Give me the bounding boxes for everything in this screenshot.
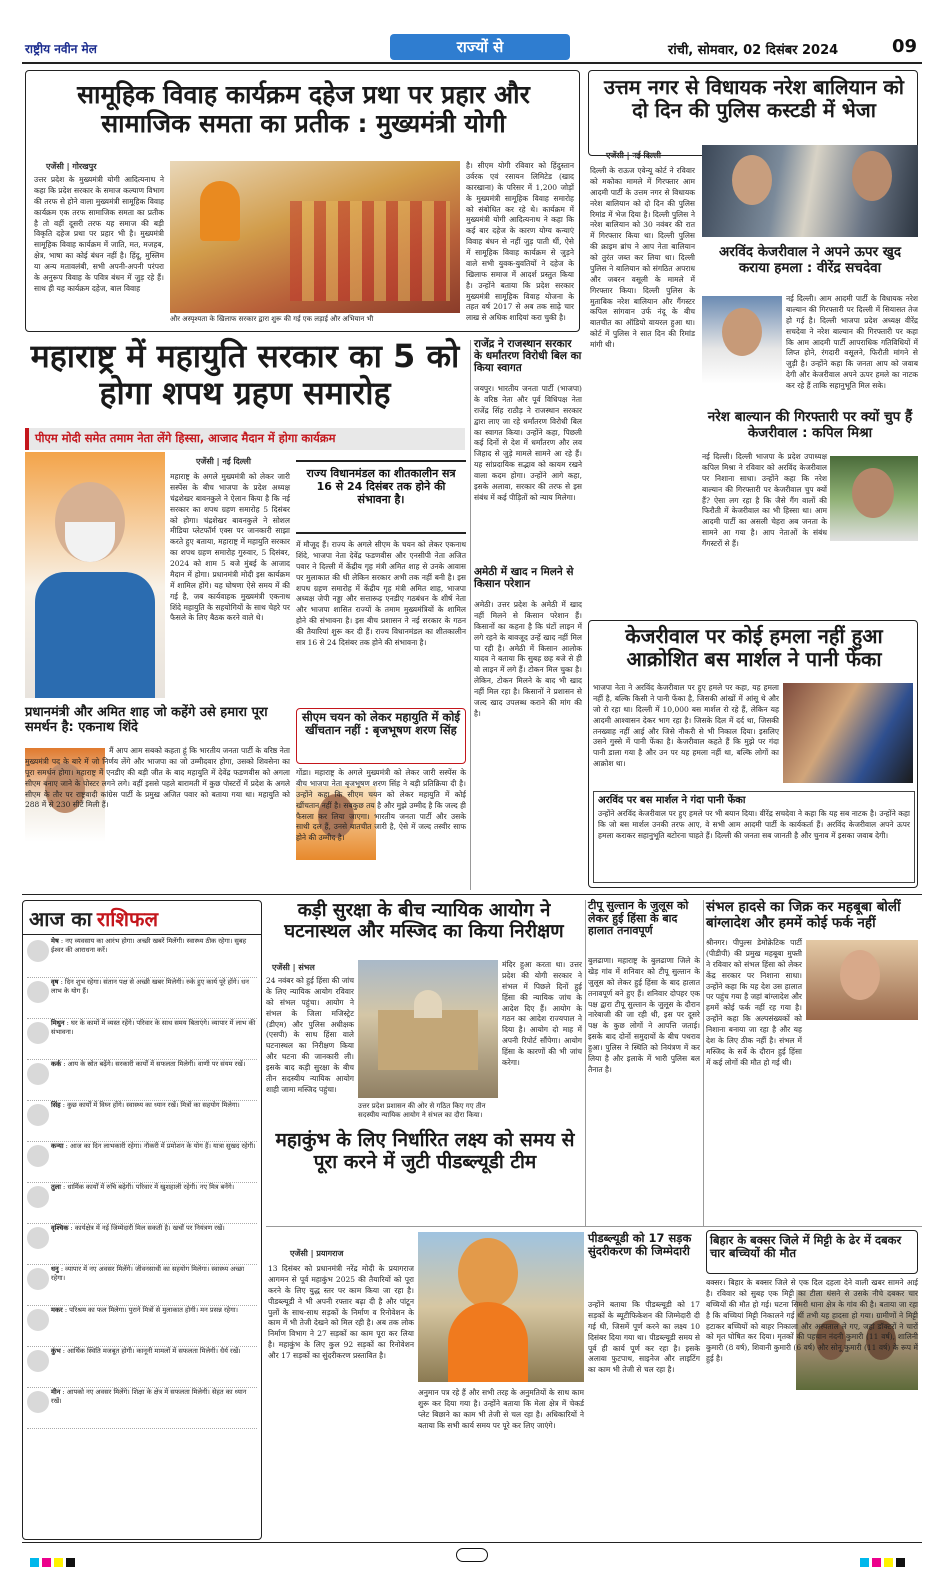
bihar-body: बक्सर। बिहार के बक्सर जिले से एक दिल दहला देने वाली खबर सामने आई है। रविवार को सुबह एक मिट्टी का टीला धंसने से उसके नीचे दबकर चार बच्चियों की मौत हो गई। घटना सिमरी थाना क्षेत्र के गांव की है। बताया जा रहा है कि बच्चियां मिट्टी निकालने गई थीं तभी यह हादसा हो गया। ग्रामीणों ने मिट्टी हटाकर बच्चियों को बाहर निकाला और अस्पताल ले गए, जहां डॉक्टरों ने चारों को मृत घोषित कर दिया। मृतकों की पहचान नंदनी कुमारी (11 वर्ष), शालिनी कुमारी (8 वर्ष), शिवानी कुमारी (6 वर्ष) और सोनू कुमारी (11 वर्ष) के रूप में हुई है। [706, 1278, 918, 1364]
sambhal-col2: मंदिर हुआ करता था। उत्तर प्रदेश की योगी सरकार ने संभल में पिछले दिनों हुई हिंसा की न्यायिक जांच के आदेश दिए हैं। आयोग के गठन का आदेश राज्यपाल ने दिया है। आयोग दो माह में अपनी रिपोर्ट सौंपेगा। आयोग हिंसा के कारणों की भी जांच करेगा। [502, 960, 582, 1067]
maha-pullquote [296, 460, 466, 534]
naresh-body: दिल्ली के राऊज एवेन्यू कोर्ट ने रविवार को मकोका मामले में गिरफ्तार आम आदमी पार्टी के उत्तम नगर से विधायक नरेश बालियान को दो दिन की पुलिस रिमांड में भेज दिया है। दिल्ली पुलिस ने नरेश बालियान को 30 नवंबर की रात में गिरफ्तार किया था। दिल्ली पुलिस की क्राइम ब्रांच ने आप नेता बालियान को तुरंत जब्त कर लिया था। दिल्ली पुलिस ने बालियान को संगठित अपराध और जबरन वसूली के मामले में गिरफ्तार किया। दिल्ली पुलिस के मुताबिक नरेश बालियान और गैंगस्टर कपिल सांगवान उर्फ नंदू के बीच बातचीत का ऑडियो वायरल हुआ था। कोर्ट में पुलिस ने सात दिन की रिमांड मांगी थी। [590, 166, 695, 349]
section-tab: राज्यों से [390, 34, 570, 60]
kejri-bus-photo [783, 683, 913, 783]
rashi-text: नए व्यवसाय का आरंभ होगा। अच्छी खबरें मिलेंगी। स्वास्थ्य ठीक रहेगा। सुबह ईश्वर की आराधना करें। [51, 937, 247, 954]
kumbh-headline: महाकुंभ के लिए निर्धारित लक्ष्य को समय से पूरा करने में जुटी पीडब्ल्यूडी टीम [275, 1129, 575, 1173]
rashifal-row [27, 1388, 257, 1429]
zodiac-icon [27, 1145, 49, 1167]
kejri-attack-body: नई दिल्ली। आम आदमी पार्टी के विधायक नरेश बाल्यान की गिरफ्तारी पर दिल्ली में सियासत तेज हो गई है। दिल्ली भाजपा प्रदेश अध्यक्ष वीरेंद्र सचदेवा ने नरेश बाल्यान की गिरफ्तारी पर कहा कि आम आदमी पार्टी आपराधिक गतिविधियों में लिप्त होने, रंगदारी वसूलने, फिरौती मांगने से जुड़ी है। उन्होंने कहा कि जनता आप को जवाब देगी और केजरीवाल अपने ऊपर हमले का नाटक कर रहे हैं ताकि सहानुभूति मिल सके। [786, 294, 918, 390]
shinde-headline: प्रधानमंत्री और अमित शाह जो कहेंगे उसे हमारा पूरा समर्थन है: एकनाथ शिंदे [25, 705, 268, 735]
zodiac-icon [27, 940, 49, 962]
zodiac-icon [27, 1063, 49, 1085]
sambhal-headline: कड़ी सुरक्षा के बीच न्यायिक आयोग ने घटनास्थल और मस्जिद का किया निरीक्षण [284, 900, 564, 943]
zodiac-icon [27, 1104, 49, 1126]
yogi-headline: सामूहिक विवाह कार्यक्रम दहेज प्रथा पर प्रहार और सामाजिक समता का प्रतीक : मुख्यमंत्री योगी [77, 80, 530, 138]
shinde-body: मैं आप आम सबको कहता हूं कि भारतीय जनता पार्टी के वरिष्ठ नेता मुख्यमंत्री पद के बारे में जो निर्णय लेंगे और भाजपा का जो उम्मीदवार होगा, उसको शिवसेना का पूरा समर्थन होगा। महाराष्ट्र में एनडीए की बड़ी जीत के बाद महायुति में देवेंद्र फडणवीस को अगला सीएम बनाए जाने के पोस्टर लगने लगे। वहीं इससे पहले बारामती में कुछ पोस्टरों में प्रदेश के अगले सीएम के तौर पर राष्ट्रवादी कांग्रेस पार्टी के प्रमुख अजित पवार को बताया गया था। महायुति को 288 में से 230 सीटें मिली हैं। [25, 746, 290, 810]
rashifal-entry: तुला : धार्मिक कार्यों में रुचि बढ़ेगी। परिवार में खुशहाली रहेगी। नए मित्र बनेंगे। [51, 1183, 235, 1191]
rashifal-entry: धनु : व्यापार में नए अवसर मिलेंगे। जीवनसाथी का सहयोग मिलेगा। स्वास्थ्य अच्छा रहेगा। [51, 1265, 245, 1282]
rashifal-entry: वृश्चिक : कार्यक्षेत्र में नई जिम्मेदारी मिल सकती है। खर्चों पर नियंत्रण रखें। [51, 1224, 225, 1232]
rashi-name: वृश्चिक [51, 1224, 69, 1232]
rashi-text: व्यापार में नए अवसर मिलेंगे। जीवनसाथी का सहयोग मिलेगा। स्वास्थ्य अच्छा रहेगा। [51, 1265, 245, 1282]
zodiac-icon [27, 1268, 49, 1290]
rashifal-row [27, 1347, 257, 1388]
rashi-name: कुंभ [51, 1347, 61, 1355]
zodiac-icon [27, 1022, 49, 1044]
bihar-headline: बिहार के बक्सर जिले में मिट्टी के ढेर में दबकर चार बच्चियों की मौत [710, 1233, 902, 1261]
mehbooba-body-cont [706, 1050, 918, 1222]
rashi-name: सिंह [51, 1101, 61, 1109]
brij-headline: सीएम चयन को लेकर महायुति में कोई खींचतान नहीं : बृजभूषण शरण सिंह [301, 710, 460, 738]
maha-subhead [25, 428, 465, 450]
bihar-headline-box [706, 1230, 918, 1274]
rashi-text: परिश्रम का फल मिलेगा। पुराने मित्रों से मुलाकात होगी। मन प्रसन्न रहेगा। [69, 1306, 239, 1314]
rashi-name: कन्या [51, 1142, 64, 1150]
naresh-photo [702, 145, 918, 237]
maha-col2: में मौजूद हैं। राज्य के अगले सीएम के चयन को लेकर एकनाथ शिंदे, भाजपा नेता देवेंद्र फडणवीस और एनसीपी नेता अजित पवार ने दिल्ली में केंद्रीय गृह मंत्री अमित शाह से उनके आवास पर मुलाकात की थी लेकिन सरकार अभी तक नहीं बनी है। इस शपथ ग्रहण समारोह में केंद्रीय गृह मंत्री अमित शाह, भाजपा अध्यक्ष जेपी नड्डा और सत्तारूढ़ एनडीए गठबंधन के शीर्ष नेता और भाजपा शासित राज्यों के तमाम मुख्यमंत्रियों के शामिल होने की संभावना है। इस बीच प्रशासन ने नई सरकार के गठन की तैयारियां शुरू कर दी हैं। राज्य विधानमंडल का शीतकालीन सत्र 16 से 24 दिसंबर तक होने की संभावना है। [296, 540, 466, 647]
brij-body: गोंडा। महाराष्ट्र के अगले मुख्यमंत्री को लेकर जारी सस्पेंस के बीच भाजपा नेता बृजभूषण शरण सिंह ने बड़ी प्रतिक्रिया दी है। उन्होंने कहा कि सीएम चयन को लेकर महायुति में कोई खींचतान नहीं है। सबकुछ तय है और मुझे उम्मीद है कि जल्द ही फैसला कर लिया जाएगा। भारतीय जनता पार्टी और उसके साथी दल हैं, उनसे बातचीत जारी है, ऐसे में जल्द तस्वीर साफ होने की उम्मीद है। [296, 768, 466, 843]
rashifal-title-a: आज का [29, 907, 92, 931]
mehbooba-headline: संभल हादसे का जिक्र कर महबूबा बोलीं बांग्लादेश और हममें कोई फर्क नहीं [706, 899, 901, 931]
box-headline: अरविंद पर बस मार्शल ने गंदा पानी फेंका [598, 795, 746, 806]
kumbh-photo [418, 1232, 584, 1382]
kapil-headline: नरेश बाल्यान की गिरफ्तारी पर क्यों चुप हैं केजरीवाल : कपिल मिश्रा [707, 409, 913, 441]
rashi-name: मकर [51, 1306, 63, 1314]
zodiac-icon [27, 1391, 49, 1413]
rashi-list [23, 935, 261, 1431]
tipu-headline: टीपू सुल्तान के जुलूस को लेकर हुई हिंसा के बाद हालात तनावपूर्ण [588, 899, 689, 938]
rashifal-row [27, 978, 257, 1019]
pwd-headline: पीडब्ल्यूडी को 17 सड़क सुंदरीकरण की जिम्मेदारी [588, 1231, 692, 1259]
byline: एजेंसी | प्रयागराज [290, 1249, 344, 1258]
masthead: राष्ट्रीय नवीन मेल [25, 42, 97, 56]
rashifal-row [27, 1060, 257, 1101]
amethi-body: अमेठी। उत्तर प्रदेश के अमेठी में खाद नहीं मिलने से किसान परेशान हैं। किसानों का कहना है कि घंटों लाइन में लगे रहने के बावजूद उन्हें खाद नहीं मिल पा रही है। अमेठी में किसान आलोक यादव ने बताया कि सुबह छह बजे से ही वो लाइन में लगे हैं। टोकन मिल चुका है। लेकिन, टोकन मिलने के बाद भी खाद नहीं मिल रहा है। किसानों ने प्रशासन से जल्द खाद उपलब्ध कराने की मांग की है। [474, 600, 582, 718]
rashifal-entry: मीन : आपको नए अवसर मिलेंगे। शिक्षा के क्षेत्र में सफलता मिलेगी। सेहत का ध्यान रखें। [51, 1388, 247, 1405]
rashifal-row [27, 1306, 257, 1347]
zodiac-icon [27, 1227, 49, 1249]
rashifal-entry: मिथुन : घर के कामों में व्यस्त रहेंगे। परिवार के साथ समय बिताएंगे। व्यापार में लाभ की संभावना। [51, 1019, 256, 1036]
page-number: 09 [892, 36, 918, 57]
yogi-photo [170, 161, 460, 313]
brij-headline-box [296, 708, 466, 764]
kejri-bus-article [588, 620, 918, 888]
byline: एजेंसी | संभल [272, 963, 315, 972]
rashifal-row [27, 1183, 257, 1224]
byline: एजेंसी | नई दिल्ली [196, 457, 251, 466]
zodiac-icon [27, 1350, 49, 1372]
pullquote-text: राज्य विधानमंडल का शीतकालीन सत्र 16 से 24 दिसंबर तक होने की संभावना है। [306, 467, 456, 507]
rashifal-entry: कन्या : आज का दिन लाभकारी रहेगा। नौकरी में प्रमोशन के योग हैं। यात्रा सुखद रहेगी। [51, 1142, 256, 1150]
rashifal-row [27, 1019, 257, 1060]
rashifal-entry: मेष : नए व्यवसाय का आरंभ होगा। अच्छी खबरें मिलेंगी। स्वास्थ्य ठीक रहेगा। सुबह ईश्वर की आराधना करें। [51, 937, 247, 954]
kejri-bus-body: भाजपा नेता ने अरविंद केजरीवाल पर हुए हमले पर कहा, यह हमला नहीं है, बल्कि किसी ने पानी फेंका है, जिसकी आंखों में आंसू थे और जो रो रहा था। दिल्ली में 10,000 बस मार्शल रो रहे हैं, लेकिन यह आदमी आश्वासन देकर भाग रहा है। जिसके दिल में दर्द था, जिसकी तनख्वाह नहीं आई और जिसे नौकरी से भी निकाल दिया। इसलिए उसने गुस्से में पानी फेंका है। केजरीवाल कहते हैं कि मुझे पर गंदा पानी डाला गया है और उन पर यह हमला नहीं था, बल्कि लोगों का आक्रोश था। [593, 683, 779, 769]
bus-marshal-box [593, 791, 915, 883]
rashi-name: तुला [51, 1183, 61, 1191]
rashifal-row [27, 1265, 257, 1306]
rashifal-title-b: राशिफल [96, 907, 159, 931]
kapil-body: नई दिल्ली। दिल्ली भाजपा के प्रदेश उपाध्यक्ष कपिल मिश्रा ने रविवार को अरविंद केजरीवाल पर निशाना साधा। उन्होंने कहा कि नरेश बाल्यान की गिरफ्तारी पर केजरीवाल चुप क्यों हैं? ऐसा लग रहा है कि जैसे गैंग वालों की फिरौती में केजरीवाल का भी हिस्सा था। आम आदमी पार्टी का असली चेहरा अब जनता के सामने आ गया है। आप नेताओं के संबंध गैंगस्टरों से हैं। [702, 452, 827, 548]
sambhal-col1: 24 नवंबर को हुई हिंसा की जांच के लिए न्यायिक आयोग रविवार को संभल पहुंचा। आयोग ने संभल के जिला मजिस्ट्रेट (डीएम) और पुलिस अधीक्षक (एसपी) के साथ हिंसा वाले घटनास्थल का निरीक्षण किया और घटना की जानकारी ली। इसके बाद कड़ी सुरक्षा के बीच तीन सदस्यीय न्यायिक आयोग शाही जामा मस्जिद पहुंचा। [266, 976, 354, 1094]
rashifal-entry: वृष : दिन शुभ रहेगा। संतान पक्ष से अच्छी खबर मिलेगी। रुके हुए कार्य पूरे होंगे। धन लाभ के योग हैं। [51, 978, 249, 995]
rashi-text: आपको नए अवसर मिलेंगे। शिक्षा के क्षेत्र में सफलता मिलेगी। सेहत का ध्यान रखें। [51, 1388, 247, 1405]
color-bar-right [860, 1552, 908, 1571]
kejri-bus-headline: केजरीवाल पर कोई हमला नहीं हुआ आक्रोशित बस मार्शल ने पानी फेंका [625, 624, 883, 671]
rashi-name: मिथुन [51, 1019, 65, 1027]
mehbooba-body: श्रीनगर। पीपुल्स डेमोक्रेटिक पार्टी (पीडीपी) की प्रमुख महबूबा मुफ्ती ने रविवार को संभल हिंसा को लेकर केंद्र सरकार पर निशाना साधा। उन्होंने कहा कि यह देश उस हालात पर पहुंच गया है जहां बांग्लादेश और हममें कोई फर्क नहीं रह गया है। उन्होंने कहा कि अल्पसंख्यकों को निशाना बनाया जा रहा है और यह देश के लिए ठीक नहीं है। संभल में मस्जिद के सर्वे के दौरान हुई हिंसा में कई लोगों की मौत हो गई थी। [706, 938, 802, 1067]
rashi-text: आर्थिक स्थिति मजबूत होगी। कानूनी मामलों में सफलता मिलेगी। धैर्य रखें। [67, 1347, 241, 1355]
rashi-text: घर के कामों में व्यस्त रहेंगे। परिवार के साथ समय बिताएंगे। व्यापार में लाभ की संभावना। [51, 1019, 256, 1036]
rashifal-row [27, 1224, 257, 1265]
rashi-name: मीन [51, 1388, 61, 1396]
byline: एजेंसी | गोरखपुर [46, 162, 97, 171]
rashi-name: कर्क [51, 1060, 62, 1068]
modi-photo [25, 452, 165, 698]
maha-headline: महाराष्ट्र में महायुति सरकार का 5 को होगा शपथ ग्रहण समारोह [30, 337, 460, 412]
kumbh-col2: अनुमान पत्र रहे हैं और सभी तरह के अनुमतियों के साथ काम शुरू कर दिया गया है। उन्होंने बताया कि मेला क्षेत्र में चेकर्ड प्लेट बिछाने का काम भी तेजी से चल रहा है। अधिकारियों ने बताया कि सभी कार्य समय पर पूरे कर लिए जाएंगे। [418, 1388, 584, 1430]
rashifal-entry: कुंभ : आर्थिक स्थिति मजबूत होगी। कानूनी मामलों में सफलता मिलेगी। धैर्य रखें। [51, 1347, 241, 1355]
rashi-text: आय के स्रोत बढ़ेंगे। सरकारी कार्यों में सफलता मिलेगी। वाणी पर संयम रखें। [67, 1060, 246, 1068]
yogi-col1: उत्तर प्रदेश के मुख्यमंत्री योगी आदित्यनाथ ने कहा कि प्रदेश सरकार के समाज कल्याण विभाग की तरफ से होने वाला मुख्यमंत्री सामूहिक विवाह कार्यक्रम एक तरफ सामाजिक समता का प्रतीक है तो वहीं दूसरी तरफ यह समाज की बड़ी विकृति दहेज प्रथा पर प्रहार भी है। मुख्यमंत्री सामूहिक विवाह कार्यक्रम में जाति, मत, मजहब, क्षेत्र, भाषा का कोई बंधन नहीं है। हिंदू, मुस्लिम या अन्य मतावलंबी, सभी अपनी-अपनी परंपरा के अनुरूप विवाह के पवित्र बंधन में जुड़ रहे हैं। साथ ही यह कार्यक्रम दहेज, बाल विवाह [34, 175, 164, 293]
amethi-headline: अमेठी में खाद न मिलने से किसान परेशान [474, 566, 574, 591]
rashi-name: वृष [51, 978, 59, 986]
rashifal-row [27, 1142, 257, 1183]
zodiac-icon [27, 1309, 49, 1331]
pwd-body: उन्होंने बताया कि पीडब्ल्यूडी को 17 सड़कों के ब्यूटीफिकेशन की जिम्मेदारी दी गई थी, जिसमें पूर्ण करने का लक्ष्य 10 दिसंबर दिया गया था। पीडब्ल्यूडी समय से पूर्व ही कार्य पूर्ण कर रहा है। इसके अलावा फुटपाथ, साइनेज और लाइटिंग का काम भी तेजी से चल रहा है। [588, 1300, 700, 1375]
rashifal-entry: सिंह : कुछ कार्यों में विघ्न होंगे। स्वास्थ्य का ध्यान रखें। मित्रों का सहयोग मिलेगा। [51, 1101, 240, 1109]
dateline: रांची, सोमवार, 02 दिसंबर 2024 [668, 43, 839, 58]
rashifal-entry: मकर : परिश्रम का फल मिलेगा। पुराने मित्रों से मुलाकात होगी। मन प्रसन्न रहेगा। [51, 1306, 239, 1314]
byline: एजेंसी | नई दिल्ली [606, 151, 661, 160]
rashifal-row [27, 1101, 257, 1142]
sambhal-photo [358, 960, 498, 1098]
rashi-text: आज का दिन लाभकारी रहेगा। नौकरी में प्रमोशन के योग हैं। यात्रा सुखद रहेगी। [69, 1142, 256, 1150]
rashi-name: धनु [51, 1265, 59, 1273]
rashi-text: कार्यक्षेत्र में नई जिम्मेदारी मिल सकती है। खर्चों पर नियंत्रण रखें। [74, 1224, 225, 1232]
rashifal-row [27, 937, 257, 978]
photo-caption: और अस्पृश्यता के खिलाफ सरकार द्वारा शुरू की गई एक लड़ाई और अभियान भी [170, 315, 374, 323]
subhead-text: पीएम मोदी समेत तमाम नेता लेंगे हिस्सा, आजाद मैदान में होगा कार्यक्रम [35, 431, 336, 445]
kapil-photo [830, 456, 918, 541]
rajendra-headline: राजेंद्र ने राजस्थान सरकार के धर्मांतरण विरोधी बिल का किया स्वागत [474, 338, 582, 375]
rashi-text: दिन शुभ रहेगा। संतान पक्ष से अच्छी खबर मिलेगी। रुके हुए कार्य पूरे होंगे। धन लाभ के योग हैं। [51, 978, 249, 995]
color-bar-left [30, 1552, 78, 1571]
yogi-col2: है। सीएम योगी रविवार को हिंदुस्तान उर्वरक एवं रसायन लिमिटेड (खाद कारखाना) के परिसर में 1,200 जोड़ों के मुख्यमंत्री सामूहिक विवाह समारोह को संबोधित कर रहे थे। कार्यक्रम में मुख्यमंत्री योगी आदित्यनाथ ने कहा कि कई बार दहेज के कारण योग्य कन्याएं विवाह बंधन से नहीं जुड़ पाती थीं, ऐसे में सामूहिक विवाह कार्यक्रम से जुड़ने वाले सभी युवक-युवतियों ने दहेज के खिलाफ समाज में आदर्श प्रस्तुत किया है। उन्होंने बताया कि प्रदेश सरकार मुख्यमंत्री सामूहिक विवाह योजना के तहत वर्ष 2017 से अब तक साढ़े चार लाख से अधिक शादियां करा चुकी है। [466, 161, 574, 323]
zodiac-icon [27, 981, 49, 1003]
rashifal-section [22, 900, 262, 1540]
naresh-article [588, 70, 918, 156]
zodiac-icon [27, 1186, 49, 1208]
kumbh-body: 13 दिसंबर को प्रधानमंत्री नरेंद्र मोदी के प्रयागराज आगमन से पूर्व महाकुंभ 2025 की तैयारियों को पूरा करने के लिए युद्ध स्तर पर काम किया जा रहा है। पीडब्ल्यूडी ने भी अपनी रफ्तार बढ़ा दी है और पांटून पुलों के साथ-साथ सड़कों के निर्माण व रिनोवेशन के काम में भी तेजी देखने को मिल रही है। अब तक लोक निर्माण विभाग ने 27 सड़कों का काम पूरा कर लिया है। महाकुंभ के लिए कुल 92 सड़कों का रिनोवेशन और 17 सड़कों का सुंदरीकरण प्रस्तावित है। [268, 1264, 414, 1360]
rajendra-body: जयपुर। भारतीय जनता पार्टी (भाजपा) के वरिष्ठ नेता और पूर्व विधिपक्ष नेता राजेंद्र सिंह राठौड़ ने राजस्थान सरकार द्वारा लाए जा रहे धर्मांतरण विरोधी बिल का स्वागत किया। उन्होंने कहा, पिछली कई दिनों से देश में धर्मांतरण और लव जिहाद से जुड़े मामले सामने आ रहे हैं। यह सांप्रदायिक सद्भाव को कायम रखने वाला कदम होगा। उन्होंने आगे कहा, इसके अलावा, सरकार की तरफ से इस संबंध में कई पीड़ितों को न्याय मिलेगा। [474, 384, 582, 502]
tipu-body: बुलढाणा। महाराष्ट्र के बुलढाणा जिले के खेड़ गांव में शनिवार को टीपू सुल्तान के जुलूस को लेकर हुई हिंसा के बाद हालात तनावपूर्ण बने हुए हैं। शनिवार दोपहर एक पक्ष द्वारा टीपू सुल्तान के जुलूस के दौरान नारेबाजी की जा रही थी, इस पर दूसरे पक्ष के कुछ लोगों ने आपत्ति जताई। इसके बाद दोनों समुदायों के बीच पथराव हुआ। पुलिस ने स्थिति को नियंत्रण में कर लिया है और इलाके में भारी पुलिस बल तैनात है। [588, 956, 700, 1074]
rashifal-entry: कर्क : आय के स्रोत बढ़ेंगे। सरकारी कार्यों में सफलता मिलेगी। वाणी पर संयम रखें। [51, 1060, 246, 1068]
mehbooba-photo [806, 940, 918, 1020]
box-body: उन्होंने अरविंद केजरीवाल पर हुए हमले पर भी बयान दिया। वीरेंद्र सचदेवा ने कहा कि यह सब नाटक है। उन्होंने कहा कि जो बस मार्शल उनकी तरफ आए, वे सभी आम आदमी पार्टी के कार्यकर्ता हैं। अरविंद केजरीवाल अपने ऊपर हमला कराकर सहानुभूति बटोरना चाहते हैं। दिल्ली की जनता सब जानती है और चुनाव में इसका जवाब देगी। [598, 809, 910, 840]
maha-col1: महाराष्ट्र के अगले मुख्यमंत्री को लेकर जारी सस्पेंस के बीच भाजपा के प्रदेश अध्यक्ष चंद्रशेखर बावनकुले ने ऐलान किया है कि नई सरकार का शपथ ग्रहण समारोह 5 दिसंबर को होगा। चंद्रशेखर बावनकुले ने सोशल मीडिया प्लेटफॉर्म एक्स पर जानकारी साझा करते हुए बताया, महाराष्ट्र में महायुति सरकार का शपथ ग्रहण समारोह गुरुवार, 5 दिसंबर, 2024 को शाम 5 बजे मुंबई के आजाद मैदान में होगा। प्रधानमंत्री मोदी इस कार्यक्रम में शामिल होंगे। यह घोषणा ऐसे समय में की गई है, जब कार्यवाहक मुख्यमंत्री एकनाथ शिंदे महायुति के सहयोगियों के साथ चेहरे पर फैसले के लिए बैठक करने वाले थे। [170, 472, 290, 623]
rashi-name: मेष [51, 937, 59, 945]
kejri-attack-headline: अरविंद केजरीवाल ने अपने ऊपर खुद कराया हमला : वीरेंद्र सचदेवा [718, 244, 902, 276]
rashi-text: धार्मिक कार्यों में रुचि बढ़ेगी। परिवार में खुशहाली रहेगी। नए मित्र बनेंगे। [67, 1183, 235, 1191]
yogi-article [25, 70, 580, 332]
rashi-text: कुछ कार्यों में विघ्न होंगे। स्वास्थ्य का ध्यान रखें। मित्रों का सहयोग मिलेगा। [67, 1101, 240, 1109]
registration-mark [456, 1548, 488, 1562]
naresh-headline: उत्तम नगर से विधायक नरेश बालियान को दो दिन की पुलिस कस्टडी में भेजा [604, 75, 904, 122]
photo-caption: उत्तर प्रदेश प्रशासन की ओर से गठित किए गए तीन सदस्यीय न्यायिक आयोग ने संभल का दौरा किया। [358, 1102, 486, 1119]
